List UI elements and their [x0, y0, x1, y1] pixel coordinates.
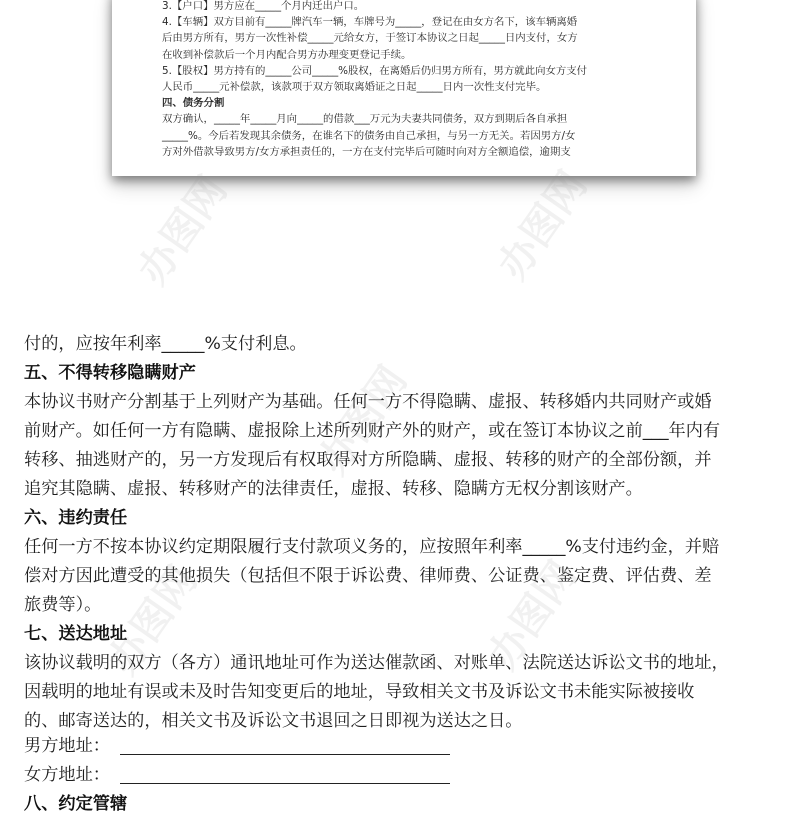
watermark: 办图网 [129, 168, 237, 293]
preview-text-line: _____%。今后若发现其余债务，在谁名下的债务由自己承担，与另一方无关。若因男方/女 [162, 129, 576, 142]
preview-text-line: 5.【股权】男方持有的_____公司_____%股权，在离婚后仍归男方所有，男方就此向女方支付 [162, 64, 588, 77]
male-address-label: 男方地址： [24, 736, 110, 756]
male-address-row [24, 732, 110, 761]
paragraph-line: 追究其隐瞒、虚报、转移财产的法律责任，虚报、转移、隐瞒方无权分割该财产。 [24, 479, 643, 499]
section-heading-jurisdiction: 八、约定管辖 [24, 794, 128, 814]
paragraph-line: 该协议载明的双方（各方）通讯地址可作为送达催款函、对账单、法院送达诉讼文书的地址， [24, 653, 729, 673]
preview-section-heading: 四、债务分割 [162, 97, 225, 110]
paragraph-line: 本协议书财产分割基于上列财产为基础。任何一方不得隐瞒、虚报、转移婚内共同财产或婚 [24, 392, 712, 412]
male-address-line[interactable] [120, 754, 450, 755]
preview-text-line: 后由男方所有，男方一次性补偿_____元给女方，于签订本协议之日起_____日内支付，女方 [162, 32, 578, 45]
document-preview-card [112, 0, 696, 176]
preview-text-line: 3.【户口】男方应在_____个月内迁出户口。 [162, 0, 365, 12]
watermark: 办图网 [309, 358, 417, 483]
preview-text-line: 双方确认，_____年_____月向_____的借款___万元为夫妻共同债务，双方到期后各自承担 [162, 113, 568, 126]
paragraph-line: 转移、抽逃财产的，另一方发现后有权取得对方所隐瞒、虚报、转移的财产的全部份额，并 [24, 450, 712, 470]
paragraph-line: 前财产。如任何一方有隐瞒、虚报除上述所列财产外的财产，或在签订本协议之前___年内有 [24, 421, 721, 441]
paragraph-line: 旅费等）。 [24, 595, 102, 615]
preview-text-line: 方对外借款导致男方/女方承担责任的，一方在支付完毕后可随时向对方全额追偿，逾期支 [162, 145, 571, 158]
female-address-label: 女方地址： [24, 765, 110, 785]
watermark: 办图网 [99, 558, 207, 683]
paragraph-line: 任何一方不按本协议约定期限履行支付款项义务的，应按照年利率_____%支付违约金，并赔 [24, 537, 720, 557]
paragraph-line: 偿对方因此遭受的其他损失（包括但不限于诉讼费、律师费、公证费、鉴定费、评估费、差 [24, 566, 712, 586]
section-heading: 五、不得转移隐瞒财产 [24, 363, 196, 383]
paragraph-line: 付的，应按年利率_____%支付利息。 [24, 334, 307, 354]
preview-text-line: 在收到补偿款后一个月内配合男方办理变更登记手续。 [162, 48, 412, 61]
paragraph-line: 因载明的地址有误或未及时告知变更后的地址，导致相关文书及诉讼文书未能实际被接收 [24, 682, 695, 702]
female-address-row [24, 761, 110, 790]
preview-text-line: 人民币_____元补偿款，该款项于双方领取离婚证之日起_____日内一次性支付完毕。 [162, 81, 547, 93]
female-address-line[interactable] [120, 783, 450, 784]
section-heading: 七、送达地址 [24, 624, 128, 644]
watermark: 办图网 [489, 163, 597, 288]
section-heading: 六、违约责任 [24, 508, 128, 528]
preview-text-line: 4.【车辆】双方目前有_____牌汽车一辆，车牌号为_____，登记在由女方名下，该车辆离婚 [162, 16, 578, 29]
watermark: 办图网 [479, 553, 587, 678]
paragraph-line: 的、邮寄送达的，相关文书及诉讼文书退回之日即视为送达之日。 [24, 711, 523, 731]
